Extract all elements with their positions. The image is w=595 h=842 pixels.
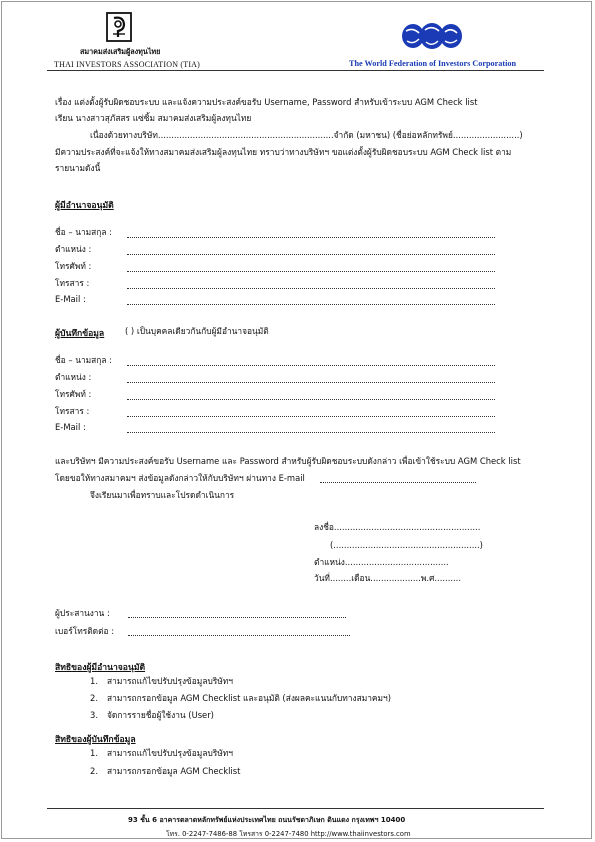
signatory-name-line[interactable]: (.......................................................)	[330, 540, 483, 550]
recorder-fax-label: โทรสาร :	[55, 406, 90, 416]
approver-name-field[interactable]	[127, 237, 495, 238]
rights-recorder-item-text: สามารถแก้ไขปรับปรุงข้อมูลบริษัทฯ	[107, 748, 234, 758]
company-line: เนื่องด้วยทางบริษัท..................................................................จำกัด (มหาชน) (ชื่อย่อหลักทรัพย์.........................)	[90, 130, 523, 140]
signature-line[interactable]: ลงชื่อ.......................................................	[314, 522, 481, 532]
approver-position-label: ตำแหน่ง :	[55, 244, 92, 254]
footer-address: 93 ชั้น 6 อาคารตลาดหลักทรัพย์แห่งประเทศไทย ถนนรัชดาภิเษก ดินแดง กรุงเทพฯ 10400	[128, 816, 406, 824]
recorder-name-field[interactable]	[127, 365, 495, 366]
wfic-name: The World Federation of Investors Corporation	[349, 59, 517, 68]
recorder-name-label: ชื่อ – นามสกุล :	[55, 355, 112, 365]
closing-line-3: จึงเรียนมาเพื่อทราบและโปรดดำเนินการ	[90, 490, 235, 500]
closing-line-2: โดยขอให้ทางสมาคมฯ ส่งข้อมูลดังกล่าวให้กับบริษัทฯ ผ่านทาง E-mail	[55, 473, 305, 483]
delivery-email-field[interactable]	[320, 482, 476, 483]
footer-contact: โทร. 0-2247-7486-88 โทรสาร 0-2247-7480 http://www.thaiinvestors.com	[166, 830, 411, 838]
rights-recorder-item-num: 1.	[90, 748, 98, 758]
intent-line-2: รายนามดังนี้	[55, 163, 101, 173]
rights-approver-item-text: จัดการรายชื่อผู้ใช้งาน (User)	[107, 710, 214, 720]
rights-recorder-item-num: 2.	[90, 766, 98, 776]
rights-approver-item-text: สามารถแก้ไขปรับปรุงข้อมูลบริษัทฯ	[107, 676, 234, 686]
tia-name-en: THAI INVESTORS ASSOCIATION (TIA)	[54, 60, 201, 69]
intent-line-1: มีความประสงค์ที่จะแจ้งให้ทางสมาคมส่งเสริมผู้ลงทุนไทย ทราบว่าทางบริษัทฯ ขอแต่งตั้งผู้รับผิดชอบระบบ AGM Check list ตาม	[55, 147, 512, 157]
approver-heading: ผู้มีอำนาจอนุมัติ	[55, 201, 114, 211]
recorder-fax-field[interactable]	[127, 416, 495, 417]
approver-email-field[interactable]	[127, 304, 495, 305]
rights-approver-item-num: 2.	[90, 693, 98, 703]
rights-approver-item-num: 1.	[90, 676, 98, 686]
approver-phone-field[interactable]	[127, 271, 495, 272]
recorder-heading: ผู้บันทึกข้อมูล	[55, 329, 105, 339]
wfic-globe-logo-icon	[401, 21, 463, 51]
coordinator-phone-field[interactable]	[128, 635, 350, 636]
recorder-email-label: E-Mail :	[55, 422, 86, 432]
recorder-phone-field[interactable]	[127, 399, 495, 400]
letter-subject: เรื่อง แต่งตั้งผู้รับผิดชอบระบบ และแจ้งความประสงค์ขอรับ Username, Password สำหรับเข้าระบบ AGM Check list	[55, 97, 478, 107]
tia-name-thai: สมาคมส่งเสริมผู้ลงทุนไทย	[80, 47, 161, 56]
rights-recorder-heading: สิทธิของผู้บันทึกข้อมูล	[55, 735, 136, 745]
approver-phone-label: โทรศัพท์ :	[55, 261, 92, 271]
recorder-email-field[interactable]	[127, 432, 495, 433]
approver-fax-label: โทรสาร :	[55, 278, 90, 288]
approver-position-field[interactable]	[127, 254, 495, 255]
rights-approver-heading: สิทธิของผู้มีอำนาจอนุมัติ	[55, 663, 146, 673]
rights-recorder-item-text: สามารถกรอกข้อมูล AGM Checklist	[107, 766, 241, 776]
same-person-checkbox[interactable]: ( ) เป็นบุคคลเดียวกันกับผู้มีอำนาจอนุมัติ	[125, 326, 269, 336]
coordinator-label: ผู้ประสานงาน :	[55, 608, 110, 618]
signature-date-line[interactable]: วันที่........เดือน...................พ.ศ..........	[314, 573, 462, 583]
signatory-position-line[interactable]: ตำแหน่ง.......................................	[314, 557, 449, 567]
recorder-phone-label: โทรศัพท์ :	[55, 389, 92, 399]
letter-recipient: เรียน นางสาวสุภัสสร แซ่ซิ้ม สมาคมส่งเสริมผู้ลงทุนไทย	[55, 113, 252, 123]
coordinator-phone-label: เบอร์โทรติดต่อ :	[55, 626, 115, 636]
rights-approver-item-num: 3.	[90, 710, 98, 720]
approver-name-label: ชื่อ – นามสกุล :	[55, 227, 112, 237]
header-rule	[47, 70, 544, 71]
approver-fax-field[interactable]	[127, 288, 495, 289]
rights-approver-item-text: สามารถกรอกข้อมูล AGM Checklist และอนุมัติ (ส่งผลคะแนนกับทางสมาคมฯ)	[107, 693, 392, 703]
recorder-position-field[interactable]	[127, 382, 495, 383]
tia-logo-icon	[106, 12, 132, 42]
closing-line-1: และบริษัทฯ มีความประสงค์ขอรับ Username และ Password สำหรับผู้รับผิดชอบระบบดังกล่าว เพื่อเข้าใช้ระบบ AGM Check list	[55, 456, 521, 466]
approver-email-label: E-Mail :	[55, 294, 86, 304]
recorder-position-label: ตำแหน่ง :	[55, 372, 92, 382]
footer-rule	[47, 808, 544, 809]
coordinator-field[interactable]	[128, 617, 346, 618]
